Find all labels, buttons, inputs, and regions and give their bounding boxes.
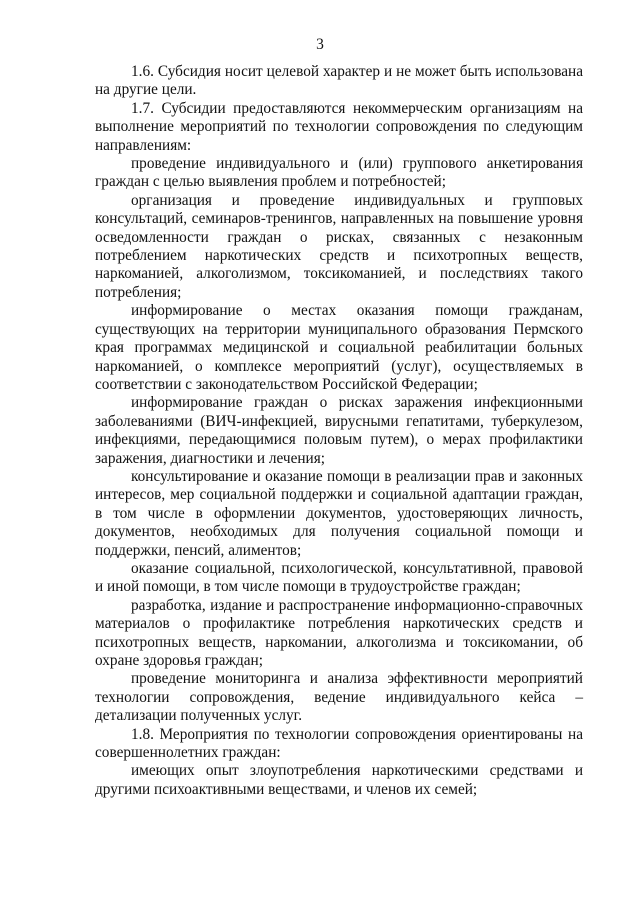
list-item-materials: разработка, издание и распространение информационно-справочных материалов о профилактике потребления наркотических средств и психотропных веществ, наркомании, алкоголизма и токсикомании, об охране здоровья граждан; xyxy=(95,596,583,669)
list-item-target-group: имеющих опыт злоупотребления наркотическими средствами и другими психоактивными веществами, и членов их семей; xyxy=(95,762,583,798)
list-item-rights-counseling: консультирование и оказание помощи в реализации прав и законных интересов, мер социальной поддержки и социальной адаптации граждан, в том числе в оформлении документов, удостоверяющих личность, документов, необходимых для получения социальной помощи и поддержки, пенсий, алиментов; xyxy=(95,467,583,559)
list-item-consultations: организация и проведение индивидуальных и групповых консультаций, семинаров-тренингов, направленных на повышение уровня осведомленности граждан о рисках, связанных с незаконным потреблением наркотических средств и психотропных веществ, наркоманией, алкоголизмом, токсикоманией, и последствиях такого потребления; xyxy=(95,191,583,301)
list-item-informing-infection: информирование граждан о рисках заражения инфекционными заболеваниями (ВИЧ-инфекцией, вирусными гепатитами, туберкулезом, инфекциями, передающимися половым путем), о мерах профилактики заражения, диагностики и лечения; xyxy=(95,394,583,467)
list-item-social-help: оказание социальной, психологической, консультативной, правовой и иной помощи, в том числе помощи в трудоустройстве граждан; xyxy=(95,559,583,596)
document-body xyxy=(95,63,583,799)
list-item-informing-help: информирование о местах оказания помощи гражданам, существующих на территории муниципального образования Пермского края программах медицинской и социальной реабилитации больных наркоманией, о комплексе мероприятий (услуг), осуществляемых в соответствии с законодательством Российской Федерации; xyxy=(95,302,583,393)
paragraph-1-7: 1.7. Субсидии предоставляются некоммерческим организациям на выполнение мероприятий по технологии сопровождения по следующим направлениям: xyxy=(95,99,583,154)
list-item-monitoring: проведение мониторинга и анализа эффективности мероприятий технологии сопровождения, ведение индивидуального кейса – детализации полученных услуг. xyxy=(95,670,583,725)
list-item-survey: проведение индивидуального и (или) группового анкетирования граждан с целью выявления проблем и потребностей; xyxy=(95,155,583,191)
paragraph-1-6: 1.6. Субсидия носит целевой характер и не может быть использована на другие цели. xyxy=(95,63,583,99)
page-number: 3 xyxy=(316,36,324,53)
paragraph-1-8: 1.8. Мероприятия по технологии сопровождения ориентированы на совершеннолетних граждан: xyxy=(95,725,583,762)
